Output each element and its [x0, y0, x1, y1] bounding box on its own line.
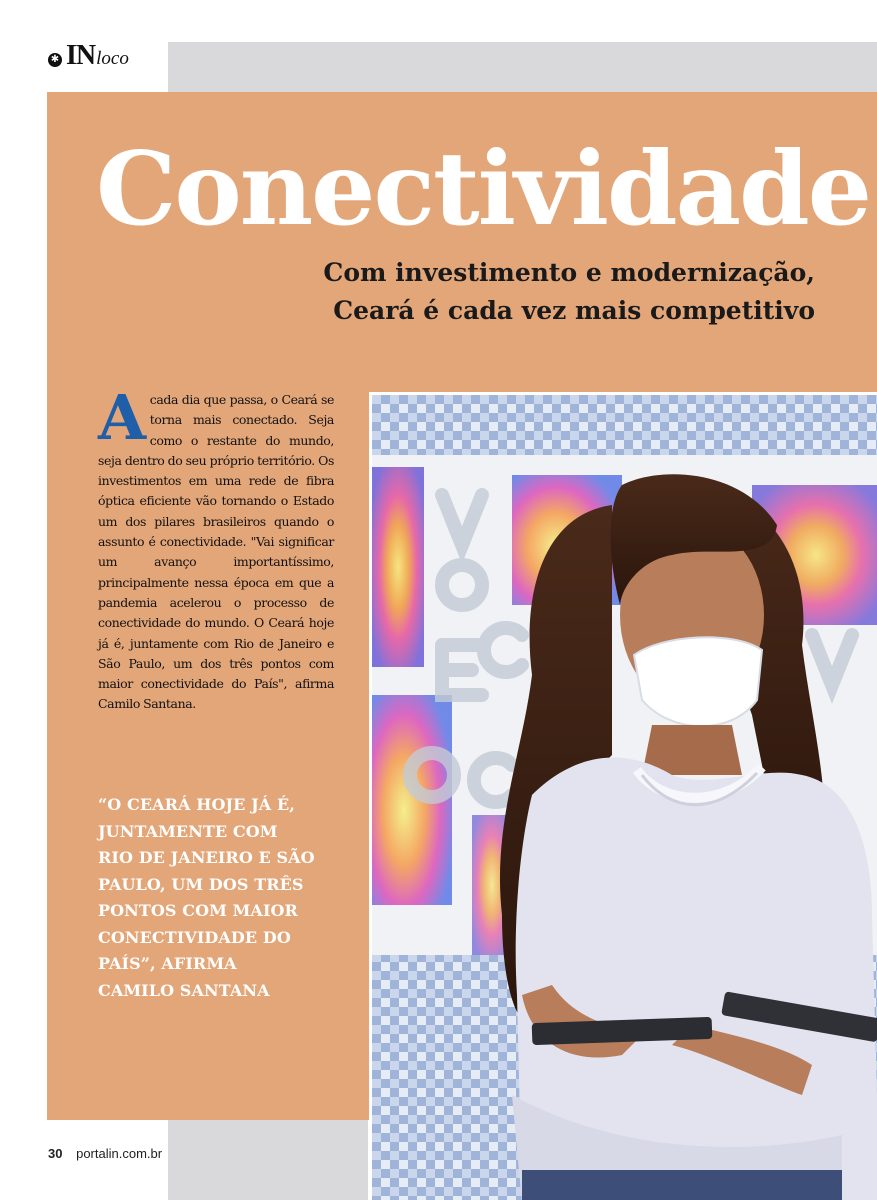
article-subtitle — [255, 254, 815, 330]
article-photo — [369, 392, 877, 1200]
article-headline: Conectividade — [96, 129, 870, 248]
photo-illustration — [372, 395, 877, 1200]
subtitle-line-2: Ceará é cada vez mais competitivo — [333, 296, 815, 325]
section-suffix: loco — [96, 48, 129, 69]
page-footer — [48, 1146, 162, 1161]
pull-quote: “O CEARÁ HOJE JÁ É, JUNTAMENTE COM RIO DE JANEIRO E SÃO PAULO, UM DOS TRÊS PONTOS COM MAIOR CONECTIVIDADE DO PAÍS”, AFIRMA CAMILO SANTANA — [98, 795, 315, 1000]
top-grey-band — [168, 42, 877, 92]
bottom-grey-band — [168, 1120, 368, 1200]
subtitle-line-1: Com investimento e modernização, — [323, 258, 815, 287]
page-number: 30 — [48, 1146, 63, 1161]
section-logo — [48, 40, 129, 72]
site-url: portalin.com.br — [76, 1146, 163, 1161]
article-body-text: cada dia que passa, o Ceará se torna mais conectado. Seja como o restante do mundo, seja dentro do seu próprio território. Os investimentos em uma rede de fibra óptica eficiente vão tornando o Estado um dos pilares brasileiros quando o assunto é conectividade. "Vai significar um avanço importantíssimo, principalmente nessa época em que a pandemia acelerou o processo de conectividade do mundo. O Ceará hoje já é, juntamente com Rio de Janeiro e São Paulo, um dos três pontos com maior conectividade do País", afirma Camilo Santana. — [98, 392, 334, 712]
drop-cap: A — [98, 381, 146, 454]
section-brand: IN — [66, 40, 96, 71]
star-icon: ✱ — [48, 53, 62, 67]
article-body — [98, 381, 334, 715]
